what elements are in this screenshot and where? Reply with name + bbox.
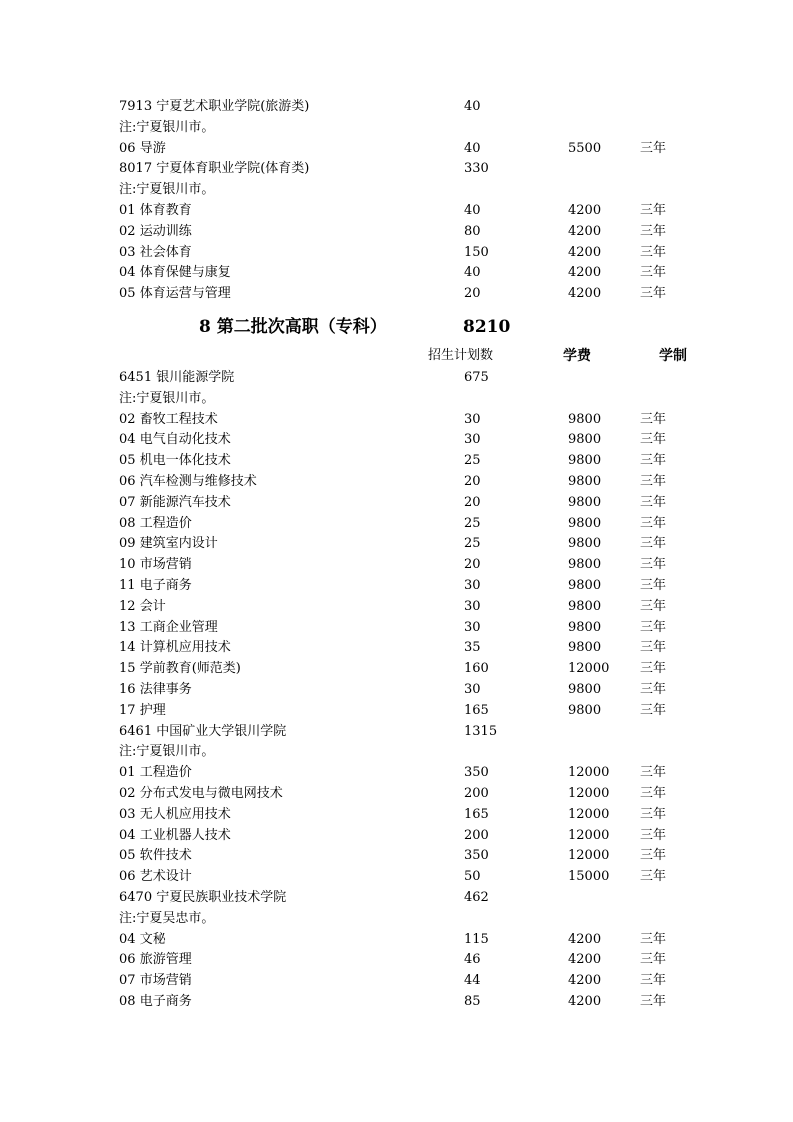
major-label (119, 680, 192, 700)
tuition-fee: 12000 (568, 848, 610, 864)
tuition-fee: 15000 (568, 869, 610, 885)
tuition-fee: 9800 (568, 578, 602, 593)
major-name: 文秘 (139, 931, 166, 947)
major-code: 02 (119, 411, 136, 427)
major-label (119, 992, 192, 1012)
tuition-fee: 9800 (568, 494, 602, 510)
major-code: 07 (119, 494, 136, 510)
section-title: 8 第二批次高职（专科） (199, 317, 387, 337)
plan-count: 40 (464, 99, 481, 114)
major-label (119, 451, 231, 471)
study-years: 三年 (640, 640, 667, 656)
school-code: 8017 (119, 161, 153, 177)
major-row (0, 784, 793, 804)
major-name: 无人机应用技术 (139, 806, 231, 822)
study-years: 三年 (640, 765, 667, 781)
school-code: 6461 (119, 723, 153, 739)
major-label (119, 222, 192, 242)
major-code: 04 (119, 931, 136, 947)
study-years: 三年 (640, 973, 667, 989)
major-name: 会计 (139, 598, 166, 614)
major-name: 工商企业管理 (139, 619, 218, 635)
plan-count: 20 (464, 474, 481, 489)
major-row (0, 701, 793, 721)
study-years: 三年 (640, 432, 667, 448)
major-name: 市场营销 (139, 557, 192, 573)
major-name: 电子商务 (139, 578, 192, 593)
column-header-fee: 学费 (563, 348, 591, 364)
major-code: 02 (119, 786, 136, 801)
major-row (0, 867, 793, 887)
major-row (0, 826, 793, 846)
major-row (0, 430, 793, 450)
major-label (119, 139, 166, 159)
major-code: 14 (119, 640, 136, 656)
major-name: 护理 (139, 702, 166, 718)
major-name: 导游 (139, 140, 166, 156)
major-name: 旅游管理 (139, 952, 192, 968)
major-label (119, 638, 231, 658)
study-years: 三年 (640, 474, 667, 489)
plan-count: 40 (464, 203, 481, 218)
major-name: 学前教育(师范类) (139, 661, 241, 677)
plan-count: 44 (464, 973, 481, 989)
study-years: 三年 (640, 494, 667, 510)
major-name: 体育保健与康复 (139, 265, 231, 281)
note-text: 注:宁夏银川市。 (119, 182, 215, 198)
tuition-fee: 4200 (568, 265, 602, 281)
plan-count: 330 (464, 161, 489, 177)
study-years: 三年 (640, 806, 667, 822)
major-name: 分布式发电与微电网技术 (139, 786, 283, 801)
note-text: 注:宁夏吴忠市。 (119, 910, 215, 926)
school-row (0, 722, 793, 742)
major-name: 工程造价 (139, 515, 192, 531)
major-code: 05 (119, 848, 136, 864)
tuition-fee: 4200 (568, 244, 602, 260)
major-code: 11 (119, 578, 136, 593)
major-name: 法律事务 (139, 682, 192, 697)
plan-count: 25 (464, 536, 481, 552)
plan-count: 35 (464, 640, 481, 656)
major-name: 社会体育 (139, 244, 192, 260)
major-label (119, 930, 166, 950)
school-name: 银川能源学院 (156, 370, 235, 385)
major-name: 建筑室内设计 (139, 536, 218, 552)
tuition-fee: 4200 (568, 931, 602, 947)
major-row (0, 222, 793, 242)
study-years: 三年 (640, 994, 667, 1009)
school-label (119, 888, 286, 908)
study-years: 三年 (640, 827, 667, 843)
study-years: 三年 (640, 931, 667, 947)
tuition-fee: 9800 (568, 557, 602, 573)
tuition-fee: 12000 (568, 786, 610, 801)
major-row (0, 493, 793, 513)
plan-count: 20 (464, 286, 481, 302)
major-name: 运动训练 (139, 223, 192, 239)
tuition-fee: 9800 (568, 411, 602, 427)
plan-count: 1315 (464, 723, 498, 739)
major-row (0, 950, 793, 970)
major-row (0, 263, 793, 283)
study-years: 三年 (640, 140, 667, 156)
major-row (0, 534, 793, 554)
major-label (119, 784, 283, 804)
plan-count: 160 (464, 661, 489, 677)
tuition-fee: 12000 (568, 827, 610, 843)
tuition-fee: 9800 (568, 453, 602, 469)
major-row (0, 139, 793, 159)
major-name: 电气自动化技术 (139, 432, 231, 448)
plan-count: 150 (464, 244, 489, 260)
major-name: 体育教育 (139, 203, 192, 218)
school-name: 宁夏体育职业学院(体育类) (156, 161, 310, 177)
study-years: 三年 (640, 411, 667, 427)
major-row (0, 410, 793, 430)
major-row (0, 638, 793, 658)
major-name: 畜牧工程技术 (139, 411, 218, 427)
major-name: 电子商务 (139, 994, 192, 1009)
major-row (0, 992, 793, 1012)
plan-count: 20 (464, 494, 481, 510)
major-label (119, 472, 257, 492)
study-years: 三年 (640, 682, 667, 697)
major-name: 机电一体化技术 (139, 453, 231, 469)
study-years: 三年 (640, 515, 667, 531)
major-label (119, 971, 192, 991)
major-row (0, 555, 793, 575)
major-code: 02 (119, 223, 136, 239)
plan-count: 462 (464, 890, 489, 905)
note-text: 注:宁夏银川市。 (119, 119, 215, 135)
study-years: 三年 (640, 661, 667, 677)
tuition-fee: 12000 (568, 765, 610, 781)
plan-count: 50 (464, 869, 481, 885)
major-row (0, 514, 793, 534)
note-text: 注:宁夏银川市。 (119, 744, 215, 760)
major-row (0, 243, 793, 263)
major-row (0, 618, 793, 638)
major-code: 03 (119, 806, 136, 822)
major-code: 06 (119, 474, 136, 489)
location-note (0, 742, 793, 762)
study-years: 三年 (640, 578, 667, 593)
tuition-fee: 9800 (568, 536, 602, 552)
location-note (0, 180, 793, 200)
major-name: 汽车检测与维修技术 (139, 474, 257, 489)
major-code: 16 (119, 682, 136, 697)
major-name: 市场营销 (139, 973, 192, 989)
plan-count: 350 (464, 765, 489, 781)
major-code: 06 (119, 952, 136, 968)
study-years: 三年 (640, 786, 667, 801)
major-label (119, 618, 218, 638)
major-row (0, 576, 793, 596)
major-name: 计算机应用技术 (139, 640, 231, 656)
major-name: 工业机器人技术 (139, 827, 231, 843)
major-name: 艺术设计 (139, 869, 192, 885)
tuition-fee: 9800 (568, 619, 602, 635)
plan-count: 30 (464, 578, 481, 593)
tuition-fee: 4200 (568, 286, 602, 302)
major-code: 05 (119, 286, 136, 302)
major-row (0, 930, 793, 950)
major-code: 06 (119, 140, 136, 156)
major-label (119, 410, 218, 430)
study-years: 三年 (640, 848, 667, 864)
plan-count: 85 (464, 994, 481, 1009)
study-years: 三年 (640, 619, 667, 635)
tuition-fee: 9800 (568, 598, 602, 614)
major-row (0, 472, 793, 492)
school-code: 7913 (119, 99, 153, 114)
plan-count: 25 (464, 453, 481, 469)
tuition-fee: 12000 (568, 806, 610, 822)
location-note (0, 389, 793, 409)
major-code: 10 (119, 557, 136, 573)
tuition-fee: 4200 (568, 994, 602, 1009)
school-label (119, 97, 309, 117)
school-row (0, 368, 793, 388)
school-name: 宁夏民族职业技术学院 (156, 890, 287, 905)
tuition-fee: 4200 (568, 223, 602, 239)
major-code: 08 (119, 994, 136, 1009)
column-header-years: 学制 (659, 348, 687, 364)
school-row (0, 159, 793, 179)
tuition-fee: 9800 (568, 432, 602, 448)
study-years: 三年 (640, 286, 667, 302)
tuition-fee: 9800 (568, 474, 602, 489)
study-years: 三年 (640, 244, 667, 260)
major-label (119, 867, 192, 887)
major-row (0, 763, 793, 783)
tuition-fee: 4200 (568, 952, 602, 968)
major-code: 07 (119, 973, 136, 989)
major-label (119, 597, 166, 617)
plan-count: 20 (464, 557, 481, 573)
school-row (0, 888, 793, 908)
tuition-fee: 4200 (568, 973, 602, 989)
major-name: 体育运营与管理 (139, 286, 231, 302)
plan-count: 675 (464, 370, 489, 385)
major-code: 01 (119, 765, 136, 781)
major-code: 12 (119, 598, 136, 614)
major-code: 05 (119, 453, 136, 469)
plan-count: 40 (464, 140, 481, 156)
major-code: 08 (119, 515, 136, 531)
major-label (119, 514, 192, 534)
study-years: 三年 (640, 702, 667, 718)
study-years: 三年 (640, 869, 667, 885)
plan-count: 200 (464, 786, 489, 801)
plan-count: 80 (464, 223, 481, 239)
location-note (0, 909, 793, 929)
school-label (119, 159, 309, 179)
major-label (119, 534, 218, 554)
major-label (119, 555, 192, 575)
plan-count: 40 (464, 265, 481, 281)
major-code: 04 (119, 827, 136, 843)
plan-count: 30 (464, 619, 481, 635)
plan-count: 30 (464, 432, 481, 448)
study-years: 三年 (640, 203, 667, 218)
study-years: 三年 (640, 598, 667, 614)
major-row (0, 597, 793, 617)
location-note (0, 118, 793, 138)
major-code: 04 (119, 432, 136, 448)
major-row (0, 659, 793, 679)
major-code: 15 (119, 661, 136, 677)
major-label (119, 284, 231, 304)
tuition-fee: 5500 (568, 140, 602, 156)
major-code: 13 (119, 619, 136, 635)
school-row (0, 97, 793, 117)
school-code: 6470 (119, 890, 153, 905)
major-name: 软件技术 (139, 848, 192, 864)
tuition-fee: 9800 (568, 702, 602, 718)
major-code: 06 (119, 869, 136, 885)
plan-count: 25 (464, 515, 481, 531)
column-header-plan: 招生计划数 (428, 348, 494, 363)
plan-count: 30 (464, 682, 481, 697)
major-code: 04 (119, 265, 136, 281)
major-label (119, 430, 231, 450)
major-label (119, 950, 192, 970)
major-label (119, 805, 231, 825)
major-code: 01 (119, 203, 136, 218)
major-label (119, 763, 192, 783)
plan-count: 30 (464, 411, 481, 427)
tuition-fee: 9800 (568, 640, 602, 656)
plan-count: 165 (464, 702, 489, 718)
tuition-fee: 9800 (568, 515, 602, 531)
study-years: 三年 (640, 952, 667, 968)
major-label (119, 701, 166, 721)
school-label (119, 722, 286, 742)
school-label (119, 368, 234, 388)
major-label (119, 263, 231, 283)
tuition-fee: 9800 (568, 682, 602, 697)
major-row (0, 284, 793, 304)
school-name: 中国矿业大学银川学院 (156, 723, 287, 739)
note-text: 注:宁夏银川市。 (119, 390, 215, 406)
school-name: 宁夏艺术职业学院(旅游类) (156, 99, 310, 114)
plan-count: 30 (464, 598, 481, 614)
study-years: 三年 (640, 265, 667, 281)
plan-count: 200 (464, 827, 489, 843)
tuition-fee: 4200 (568, 203, 602, 218)
study-years: 三年 (640, 223, 667, 239)
major-label (119, 576, 192, 596)
major-label (119, 243, 192, 263)
section-total: 8210 (463, 317, 511, 337)
study-years: 三年 (640, 536, 667, 552)
study-years: 三年 (640, 453, 667, 469)
major-label (119, 493, 231, 513)
major-row (0, 680, 793, 700)
major-row (0, 201, 793, 221)
study-years: 三年 (640, 557, 667, 573)
major-code: 17 (119, 702, 136, 718)
major-row (0, 805, 793, 825)
major-name: 工程造价 (139, 765, 192, 781)
major-label (119, 201, 192, 221)
major-code: 03 (119, 244, 136, 260)
major-row (0, 971, 793, 991)
major-code: 09 (119, 536, 136, 552)
tuition-fee: 12000 (568, 661, 610, 677)
major-label (119, 826, 231, 846)
major-label (119, 846, 192, 866)
major-label (119, 659, 241, 679)
plan-count: 350 (464, 848, 489, 864)
plan-count: 46 (464, 952, 481, 968)
school-code: 6451 (119, 370, 153, 385)
plan-count: 115 (464, 931, 489, 947)
major-row (0, 451, 793, 471)
major-name: 新能源汽车技术 (139, 494, 231, 510)
major-row (0, 846, 793, 866)
plan-count: 165 (464, 806, 489, 822)
